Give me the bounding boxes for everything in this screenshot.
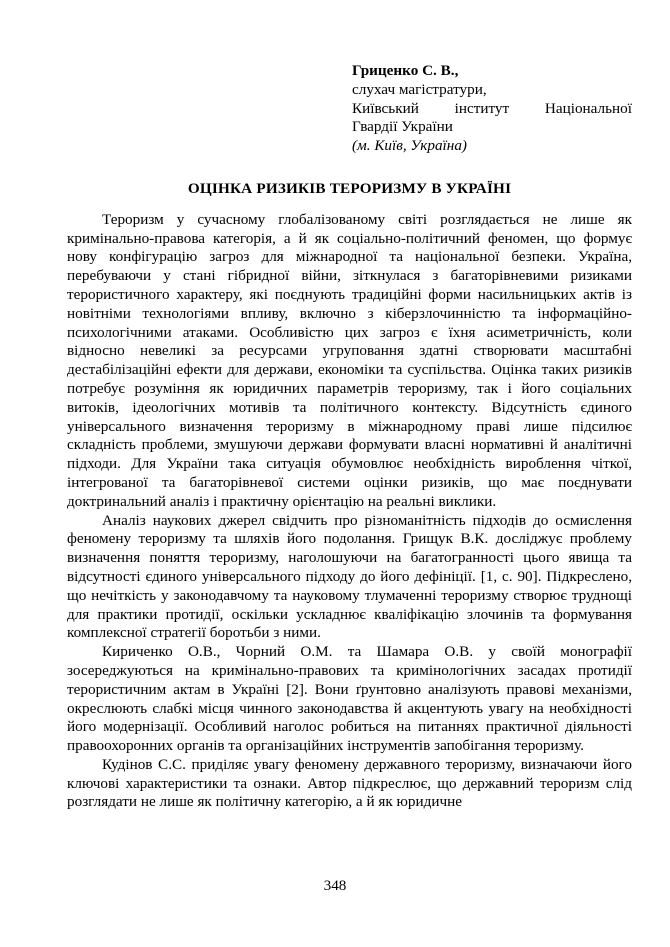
author-institution-line2: Гвардії України [352, 118, 453, 136]
author-location: (м. Київ, Україна) [352, 137, 467, 155]
page-title: ОЦІНКА РИЗИКІВ ТЕРОРИЗМУ В УКРАЇНІ [187, 179, 512, 197]
body-paragraph-4: Кудінов С.С. приділяє увагу феномену державного тероризму, визначаючи його ключові характеристики та ознаки. Автор підкреслює, що державний тероризм слід розглядати не лише як політичну категорію, а й як юридичне [67, 755, 632, 811]
page-number: 348 [323, 877, 347, 895]
author-name: Гриценко С. В., [352, 62, 459, 79]
body-paragraph-2: Аналіз наукових джерел свідчить про різноманітність підходів до осмислення феномену тероризму та шляхів його подолання. Грищук В.К. досліджує проблему визначення поняття тероризму, наголошуючи на багатогранності цього явища та відсутності єдиного універсального підходу до його дефініції. [1, с. 90]. Підкреслено, що нечіткість у законодавчому та науковому тлумаченні тероризму створює труднощі для практики протидії, оскільки ускладнює кваліфікацію злочинів та формування комплексної стратегії боротьби з ними. [67, 511, 632, 642]
body-paragraph-1: Тероризм у сучасному глобалізованому світі розглядається не лише як кримінально-правова категорія, а й як соціально-політичний феномен, що формує нову конфігурацію загроз для міжнародної та національної безпеки. Україна, перебуваючи у стані гібридної війни, зіткнулася з багаторівневими ризиками терористичного характеру, які поєднують традиційні форми насильницьких актів із новітніми технологіями впливу, включно з кіберзлочинністю та інформаційно-психологічними атаками. Особливістю цих загроз є їхня асиметричність, коли відносно невеликі за ресурсами угруповання здатні створювати масштабні дестабілізаційні ефекти для держави, економіки та суспільства. Оцінка таких ризиків потребує розуміння як юридичних параметрів тероризму, так і його соціальних витоків, ідеологічних мотивів та політичного контексту. Відсутність єдиного універсального визначення тероризму в міжнародному праві лише підсилює складність проблеми, змушуючи держави формувати власні нормативні й аналітичні підходи. Для України така ситуація обумовлює необхідність вироблення чіткої, інтегрованої та багаторівневої системи оцінки ризиків, що має поєднувати доктринальний аналіз і практичну орієнтацію на реальні виклики. [67, 210, 632, 510]
body-paragraph-3: Кириченко О.В., Чорний О.М. та Шамара О.В. у своїй монографії зосереджуються на кримінально-правових та кримінологічних засадах протидії терористичним актам в Україні [2]. Вони ґрунтовно аналізують правові механізми, окреслюють слабкі місця чинного законодавства й акцентують увагу на необхідності його модернізації. Особливий наголос робиться на питаннях практичної діяльності правоохоронних органів та організаційних інструментів запобігання тероризму. [67, 643, 632, 755]
author-institution-line1: Київський інститут Національної [352, 99, 632, 117]
author-role: слухач магістратури, [352, 80, 487, 98]
author-block [352, 62, 632, 156]
